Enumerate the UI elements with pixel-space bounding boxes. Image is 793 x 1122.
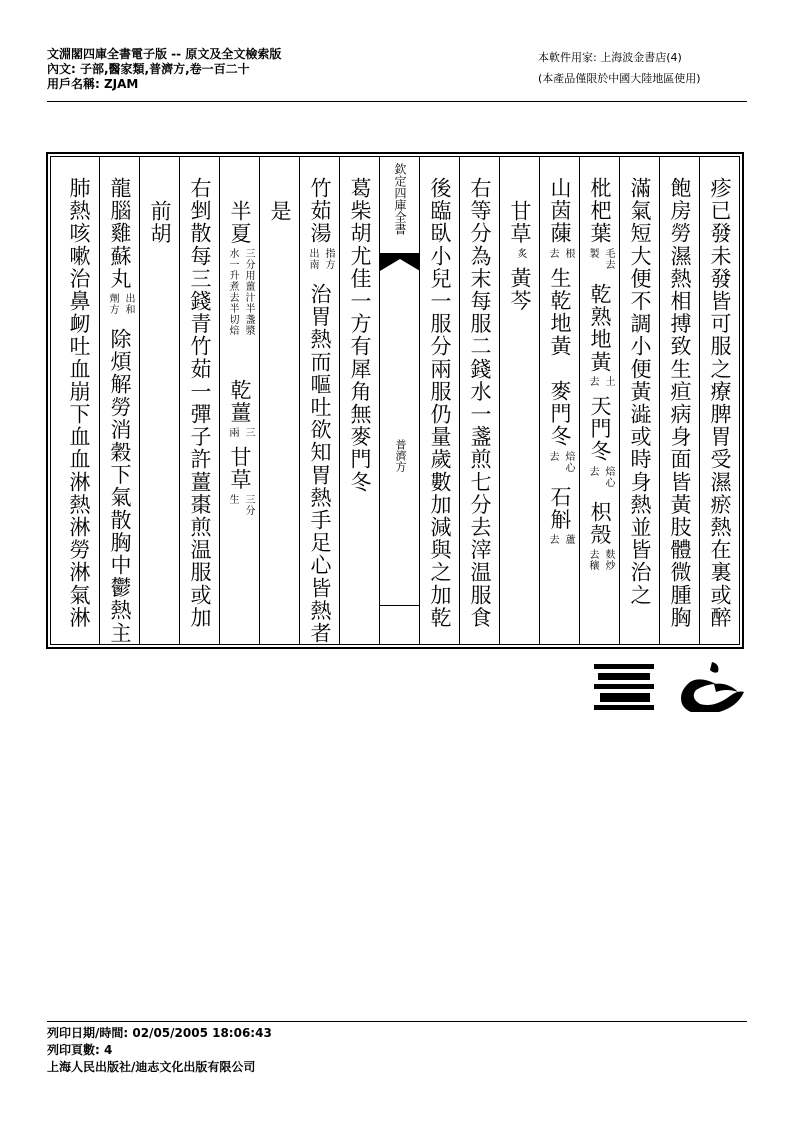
double-line-note (300, 248, 340, 270)
header-user: 用戶名稱: ZJAM (47, 77, 139, 91)
note-right-line: 出和 (123, 293, 134, 315)
note-right-line: 指方 (323, 247, 334, 270)
note-right-line: 三分用薑汁半盞漿 (243, 247, 254, 336)
note-left-line: 去 (547, 247, 558, 259)
footer-page-count: 列印頁數: 4 (47, 1043, 113, 1057)
main-text: 乾薑 (228, 378, 252, 424)
note-left-line: 去 (587, 466, 598, 477)
main-text: 是 (268, 199, 292, 223)
main-text: 後臨臥小兒一服分兩服仍量歲數加減與之加乾 (428, 177, 452, 629)
note-left-line: 去 (587, 376, 598, 388)
note-right-line: 麩炒 (603, 549, 614, 572)
main-text: 右等分為末每服二錢水一盞煎七分去滓温服食 (468, 177, 492, 629)
main-text: 黃芩 (508, 266, 532, 312)
main-text: 治胃熱而嘔吐欲知胃熱手足心皆熱者 (308, 282, 332, 645)
text-column (539, 157, 580, 644)
text-column (339, 157, 380, 644)
text-column (219, 157, 260, 644)
text-column (419, 157, 460, 644)
note-right-line: 焙心 (603, 466, 614, 488)
main-text: 甘草 (228, 446, 252, 492)
double-line-note (540, 534, 580, 545)
double-line-note (540, 248, 580, 259)
note-right-line: 蘆 (563, 533, 574, 545)
note-left-line: 劑方 (107, 293, 118, 315)
text-column (139, 157, 180, 644)
note-right-line: 土 (603, 376, 614, 388)
footer-print-time: 列印日期/時間: 02/05/2005 18:06:43 (47, 1026, 272, 1040)
main-text: 肺熱咳嗽治鼻衂吐血崩下血血淋熱淋勞淋氣淋 (67, 177, 91, 629)
note-left-line: 製 (587, 247, 598, 259)
fish-tail-icon (380, 253, 420, 271)
main-text: 疹已發未發皆可服之療脾胃受濕瘀熱在裏或醉 (708, 177, 732, 629)
text-column (259, 157, 300, 644)
note-left-line: 兩 (227, 427, 238, 438)
header-divider (47, 101, 747, 102)
double-line-note (580, 466, 620, 488)
note-right-line: 三分 (243, 494, 254, 517)
main-text: 右剉散每三錢青竹茹一彈子許薑棗煎温服或加 (188, 177, 212, 629)
main-text: 葛柴胡尤佳一方有犀角無麥門冬 (348, 177, 372, 494)
text-column (459, 157, 500, 644)
footer-divider (47, 1021, 747, 1022)
main-text: 枳殼 (588, 501, 612, 547)
note-right-line: 根 (563, 247, 574, 259)
main-text: 甘草 (508, 199, 532, 245)
banxin-rule (380, 605, 420, 606)
banxin-title: 欽定四庫全書 (393, 163, 407, 235)
note-left-line: 生 (227, 494, 238, 506)
note-left-line: 出南 (307, 247, 318, 270)
note-right-line: 炙 (515, 247, 526, 259)
main-text: 除煩解勞消穀下氣散胸中鬱熱主 (108, 328, 132, 645)
text-column (99, 157, 140, 644)
note-right-line: 焙心 (563, 450, 574, 473)
main-text: 前胡 (148, 199, 172, 245)
header-left (47, 47, 281, 92)
double-line-note (220, 248, 260, 336)
main-text: 生乾地黃 (548, 266, 572, 358)
header-section: 內文: 子部,醫家類,普濟方,卷一百二十 (47, 62, 250, 76)
text-column (699, 157, 740, 644)
main-text: 半夏 (228, 199, 252, 245)
main-text: 竹茹湯 (308, 177, 332, 245)
header-licensee: 本軟件用家: 上海波金書店(4) (538, 51, 682, 64)
header-title: 文淵閣四庫全書電子版 -- 原文及全文檢索版 (47, 47, 282, 61)
note-left-line: 去 (547, 533, 558, 545)
header-right (538, 47, 701, 89)
note-right-line: 毛去 (603, 247, 614, 270)
double-line-note (100, 293, 140, 315)
main-text: 山茵蔯 (548, 177, 572, 245)
text-column (659, 157, 700, 644)
note-left-line: 水一升煮去半切焙 (227, 247, 238, 336)
main-text: 石斛 (548, 485, 572, 531)
text-column (59, 157, 99, 644)
main-text: 枇杷葉 (588, 177, 612, 245)
text-column (499, 157, 540, 644)
double-line-note (220, 494, 260, 516)
footer-publisher: 上海人民出版社/迪志文化出版有限公司 (47, 1060, 256, 1074)
header-region-note: (本產品僅限於中國大陸地區使用) (538, 72, 701, 85)
main-text: 麥門冬 (548, 379, 572, 448)
note-right-line: 三 (243, 427, 254, 438)
double-line-note (500, 248, 540, 259)
text-column (579, 157, 620, 644)
double-line-note (580, 376, 620, 387)
double-line-note (220, 427, 260, 438)
double-line-note (580, 248, 620, 270)
text-column (299, 157, 340, 644)
double-line-note (580, 549, 620, 571)
footer (47, 1025, 272, 1076)
note-left-line: 去 (547, 450, 558, 462)
text-column (619, 157, 660, 644)
main-text: 滿氣短大便不調小便黃澁或時身熱並皆治之 (628, 177, 652, 607)
banxin-column (379, 157, 420, 644)
double-line-note (540, 451, 580, 473)
main-text: 乾熟地黃 (588, 282, 612, 374)
main-text: 龍腦雞蘇丸 (108, 177, 132, 290)
note-left-line: 去穰 (587, 549, 598, 572)
library-seal-icon (594, 660, 746, 712)
main-text: 飽房勞濕熱相搏致生疸病身面皆黃肢體微腫胸 (668, 177, 692, 629)
text-column (179, 157, 220, 644)
main-text: 天門冬 (588, 395, 612, 463)
banxin-subtitle: 普濟方 (394, 439, 407, 472)
